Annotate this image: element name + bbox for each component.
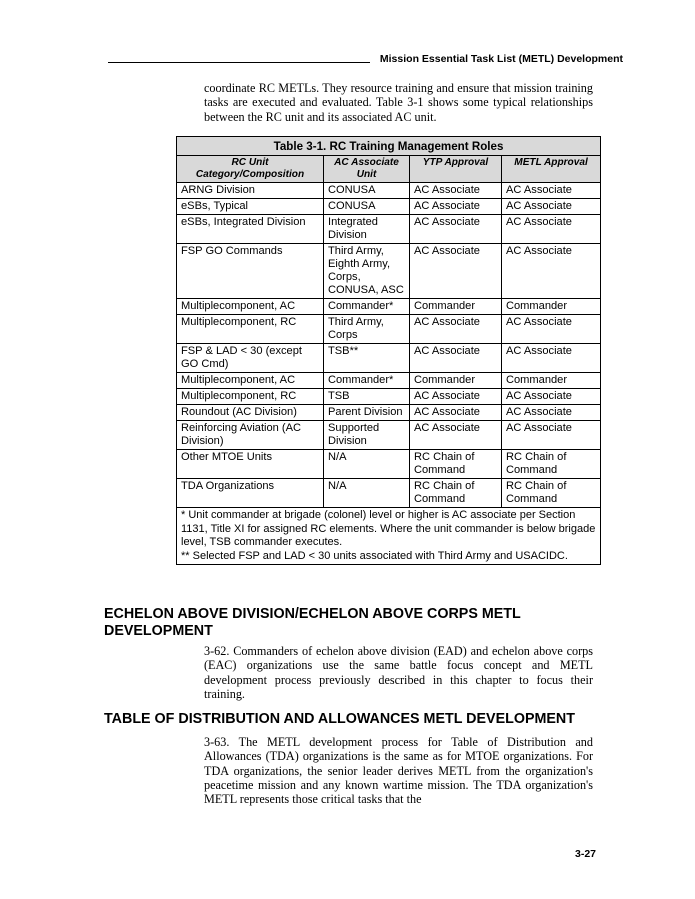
- table-cell: Multiplecomponent, RC: [177, 315, 324, 344]
- table-cell: eSBs, Integrated Division: [177, 215, 324, 244]
- table-cell: TDA Organizations: [177, 479, 324, 508]
- table-cell: N/A: [324, 450, 410, 479]
- table-cell: CONUSA: [324, 199, 410, 215]
- table-cell: Commander*: [324, 299, 410, 315]
- table-cell: ARNG Division: [177, 183, 324, 199]
- table-cell: Parent Division: [324, 405, 410, 421]
- table-row: [177, 183, 601, 199]
- table-cell: Supported Division: [324, 421, 410, 450]
- table-cell: RC Chain of Command: [410, 479, 502, 508]
- column-header: METL Approval: [502, 156, 601, 183]
- table-cell: AC Associate: [502, 315, 601, 344]
- table-cell: N/A: [324, 479, 410, 508]
- table-cell: Commander*: [324, 373, 410, 389]
- table-row: [177, 479, 601, 508]
- table-cell: AC Associate: [502, 344, 601, 373]
- table-cell: Third Army, Corps: [324, 315, 410, 344]
- table-cell: AC Associate: [502, 421, 601, 450]
- footnote-commander: * Unit commander at brigade (colonel) level or higher is AC associate per Section 1131, Title XI for assigned RC elements. Where the unit commander is below brigade level, TSB commander executes.: [181, 509, 596, 549]
- table-cell: FSP & LAD < 30 (except GO Cmd): [177, 344, 324, 373]
- table-cell: AC Associate: [502, 215, 601, 244]
- table-cell: AC Associate: [502, 183, 601, 199]
- table-row: [177, 450, 601, 479]
- column-header: YTP Approval: [410, 156, 502, 183]
- table-cell: Commander: [410, 373, 502, 389]
- page-number: 3-27: [574, 848, 596, 860]
- table-row: [177, 199, 601, 215]
- table-cell: eSBs, Typical: [177, 199, 324, 215]
- table-footnote: [177, 508, 601, 565]
- table-cell: AC Associate: [502, 244, 601, 299]
- column-header: RC Unit Category/Composition: [177, 156, 324, 183]
- table-cell: Commander: [502, 373, 601, 389]
- table-cell: Other MTOE Units: [177, 450, 324, 479]
- table-cell: Multiplecomponent, AC: [177, 373, 324, 389]
- table-cell: AC Associate: [410, 215, 502, 244]
- table-row: [177, 244, 601, 299]
- table-cell: Commander: [502, 299, 601, 315]
- table-cell: Multiplecomponent, RC: [177, 389, 324, 405]
- running-header: Mission Essential Task List (METL) Development: [379, 53, 623, 65]
- paragraph-3-62: 3-62. Commanders of echelon above division (EAD) and echelon above corps (EAC) organizations use the same battle focus concept and METL development process previously described in this chapter to focus their training.: [204, 644, 593, 701]
- table-cell: AC Associate: [502, 389, 601, 405]
- table-row: [177, 315, 601, 344]
- table-cell: TSB: [324, 389, 410, 405]
- table-cell: Roundout (AC Division): [177, 405, 324, 421]
- paragraph-3-63: 3-63. The METL development process for Table of Distribution and Allowances (TDA) organizations is the same as for MTOE organizations. For TDA organizations, the senior leader derives METL from the organization's peacetime mission and any known wartime mission. The TDA organization's METL represents those critical tasks that the: [204, 735, 593, 807]
- table-row: [177, 405, 601, 421]
- table-cell: AC Associate: [410, 344, 502, 373]
- table-row: [177, 373, 601, 389]
- table-cell: Integrated Division: [324, 215, 410, 244]
- table-cell: AC Associate: [502, 405, 601, 421]
- section-heading-ead-eac: ECHELON ABOVE DIVISION/ECHELON ABOVE CORPS METL DEVELOPMENT: [104, 606, 521, 639]
- intro-paragraph: coordinate RC METLs. They resource training and ensure that mission training tasks are executed and evaluated. Table 3-1 shows some typical relationships between the RC unit and its associated AC unit.: [204, 81, 593, 124]
- table-row: [177, 389, 601, 405]
- table-cell: AC Associate: [502, 199, 601, 215]
- table-cell: RC Chain of Command: [410, 450, 502, 479]
- table-cell: AC Associate: [410, 199, 502, 215]
- table-row: [177, 215, 601, 244]
- table-cell: Third Army, Eighth Army, Corps, CONUSA, ASC: [324, 244, 410, 299]
- table-cell: AC Associate: [410, 315, 502, 344]
- table-cell: Multiplecomponent, AC: [177, 299, 324, 315]
- column-header: AC Associate Unit: [324, 156, 410, 183]
- table-footnote-row: [177, 508, 601, 565]
- rc-training-roles-table: [176, 136, 601, 565]
- table-cell: RC Chain of Command: [502, 450, 601, 479]
- table-cell: AC Associate: [410, 244, 502, 299]
- table-title: Table 3-1. RC Training Management Roles: [177, 137, 601, 156]
- table-cell: AC Associate: [410, 421, 502, 450]
- table-cell: CONUSA: [324, 183, 410, 199]
- table-cell: FSP GO Commands: [177, 244, 324, 299]
- section-heading-tda: TABLE OF DISTRIBUTION AND ALLOWANCES METL DEVELOPMENT: [104, 711, 575, 727]
- table-row: [177, 299, 601, 315]
- table-cell: RC Chain of Command: [502, 479, 601, 508]
- table-cell: AC Associate: [410, 183, 502, 199]
- footnote-fsp-lad: ** Selected FSP and LAD < 30 units associated with Third Army and USACIDC.: [181, 549, 568, 562]
- table-row: [177, 344, 601, 373]
- table-cell: Commander: [410, 299, 502, 315]
- table-cell: AC Associate: [410, 389, 502, 405]
- table-cell: Reinforcing Aviation (AC Division): [177, 421, 324, 450]
- table-row: [177, 421, 601, 450]
- table-cell: AC Associate: [410, 405, 502, 421]
- table-cell: TSB**: [324, 344, 410, 373]
- header-rule: [108, 62, 370, 63]
